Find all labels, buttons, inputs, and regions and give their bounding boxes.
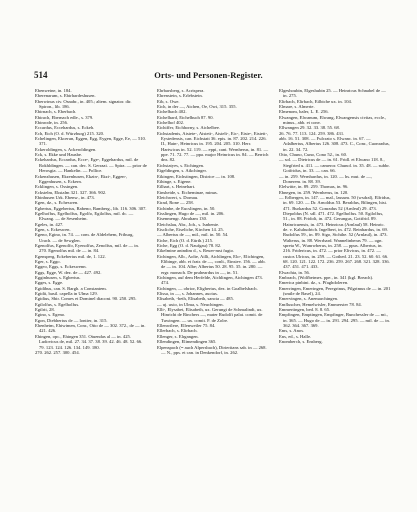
index-entry: Emervingen, s. Anemarchingen. <box>279 296 339 302</box>
index-column-left <box>35 88 147 355</box>
index-entry: Ellwangen 29. 32. 33. 38. 55. 68. <box>279 125 340 131</box>
index-entry: Egen, dz., s. Echeswen. <box>35 200 79 206</box>
index-entry: Egidii, basil. capella in Ulma 129. <box>35 291 98 297</box>
index-entry: Eichingen, Alb., Aolte, Ailli, Aichlingen, Elo-, Elichingen, Elibinge, abb. et fratr. de —, conlt., Einsiev. 156. — abb. de — in. 104. Albe; Albertus 50. 28. 95. 35. in. 280. — ergr. monach. De pruheardus in —, in. 51. <box>157 253 266 275</box>
index-entry: Eger, s. Eggo. <box>35 259 61 264</box>
index-entry: Eckenzhusen, Ekzenhusen, Ekzin-, Ekzi-, Eggen-, Eggenhusen, s. Eckern. <box>35 173 128 184</box>
index-entry: Elelwitte, in. 89. 259. Thomas, in. 96. <box>279 184 349 190</box>
index-entry: Eck, s. Ekke und Hausbe. <box>35 152 83 158</box>
index-entry: Ems, s. Anos. <box>279 328 305 334</box>
index-entry: Eichingen, auf dem Herfelde, Aichlingen, Aichingen 473. 474. <box>157 275 263 286</box>
index-entry: Ehrenstein, s. Erlebstein. <box>157 93 203 99</box>
index-entry: Enomberch, s. Ensberg. <box>279 339 323 345</box>
index-entry: Elmare, s. Almerie. <box>279 104 315 110</box>
index-entry: Eichelhof 402. <box>157 120 185 126</box>
index-entry: 270. 262. 257. 300. 454. <box>35 349 80 355</box>
index-entry: Eichstatyes, s. Eichingen. <box>157 162 205 168</box>
index-entry: Eichingen, — obrior, Elighertus, dez. in Goalbelsbach. <box>157 285 258 291</box>
index-column-right <box>279 88 391 345</box>
index-entry: Eckstelm, Ekstalm 321. 327. 366. 902. <box>35 189 107 195</box>
index-entry: Elli-, Elysabet, Elisabeth, ux. Gerungi de Schmalindt, ux. Hinricht de Rinchers —, mater Rudolfi palat. comit. de Tuwingen. — ux. comit. F. de Zolre. <box>157 307 263 323</box>
index-entry: Ecklingen, s. Ossingen. <box>35 184 79 190</box>
index-entry: — sol. — Dietricus de — in. 61. Fridl. et Elwano 118. 8., Siegfried u. 411. — cameror. Chunol. in. 35. 48. — subbr. Gotfridus, in. 33. — can. 66. <box>279 157 390 174</box>
index-entry: Egidibus, can. S. Bargh. a Constantem. <box>35 285 107 291</box>
index-entry: — in. 259. Wernhardus, in. 120. — hs. mut. de —, Donerem. in. 88. 39. <box>279 173 372 184</box>
index-entry: Eggeo, Eggs, s. Eckeswenn. <box>35 264 87 270</box>
index-entry: Eich, in der —, Aichen, Oe, Owi, 315. 355. <box>157 104 237 110</box>
index-entry: Egilrit, 28. <box>35 307 55 313</box>
index-entry: Elwachia, in. 56. <box>279 269 310 275</box>
index-entry: Eiche, Eich (O. d. Eürth.) 215. <box>157 237 214 243</box>
index-entry: Eiche, Egg (O. d. Naufgau) 78. 82. <box>157 242 222 248</box>
index-entry: Egon, Diebhertus de — lontier, in. 315. <box>35 317 108 323</box>
index-entry: Egen, s. Eckeswen. <box>35 226 71 232</box>
index-entry: Egbertus, Eggebertus, Rabeno, Bamberg., lib. 116. 306. 307. <box>35 205 147 211</box>
index-entry: Eirad, Rone — 258. <box>157 200 194 206</box>
index-entry: — Erlbergen, in. 147. — mal., lassum. 50 (wsdral), Elfridus, in. 69. 120. — Dr. Arnoldus 53. Beraldus, Bilingen, hist. 471. Burkardus 52. Conradus 52 (Arnleal) 29. 473. Diepoldus (N. sdl. 471. 472. Egelholfus. 50. Egilolfus, 51., in. 88. Fridolt, in. 472. Gerungus, Gottfrid. 89. Hainricuensis, in. 473. Heinricus (Arnlaul) 58. Heinric. de. v. Kaluhudrich. Ingelbert, in. 472. Reinhardus, in. 69. Rudolfus 59., in. 89. Sigo, Sichthe. 52 (Arnlaul), in. 473. Walterus, in. 88. Werrhard. Wannelinberas 79. — ogn. spreta W., Wunrwberus, in. 258. — ppus. Albertus, in. 216. Fridericus, in. 472. — prior Elivicus, in. 472. — custos Ulricus, in. 259. — Gothed. 21. 23. 52. 60. 61. 66. 68. 120. 121. 122. 172. 236. 259. 267. 268. 321. 328. 336. 437. 451. 471. 433. <box>279 194 391 270</box>
index-entry: Egginhusen, s. Egbertus. <box>35 275 81 281</box>
index-entry: Eichelhard, Eichelbuch 87. 90. <box>157 114 214 120</box>
index-entry: Emfluscher, Hemelwisler, Emmerster 78. 84. <box>279 301 362 307</box>
index-entry: Elwangen, Elwanum, Elwang, Elwangensis civitas, eccle., minus., abb. et conv. <box>279 114 387 126</box>
index-entry: Egeno, Egino, in. 74. — com. de Aldelehem, Friburg, Urach. — de Sewglen. <box>35 232 134 243</box>
index-entry: Ebinhusen Urk. Ebenw., in. 473. <box>35 194 95 200</box>
index-entry: Ebirach, Ebernach edle., s. 379. <box>35 114 94 120</box>
index-entry: Eihinge, s. Eigene. <box>157 178 192 184</box>
index-entry: Eiscliche, Eiseliche, Kirchen 14. 25. <box>157 226 224 232</box>
index-entry: Elmenom, baler, L. E. 256. <box>279 109 329 115</box>
index-entry: Ellendingen, Elimendingen 365. <box>157 339 217 345</box>
index-entry: Empfingen, Emptingen, Empfinger, Bunchessler de — mi., in. 365. — Hugo de — in. 291. 294. 295. — mil. de — in. 362. 364. 367. 369. <box>279 312 390 329</box>
index-entry: Emerringen, Emeringen, Peregrinus, Pilgrimus de — in. 201 (smile de Basel), 24. <box>279 285 391 297</box>
index-entry: Eberenarum, s. Ebirhardeshusen. <box>35 93 96 99</box>
index-entry: Egges, s. Egge. <box>35 280 64 286</box>
index-entry: Eckeroldingen, s. Ackeroldingen. <box>35 146 97 152</box>
index-entry: — uj. uxio, in Ulma, s. Neuchingen. <box>157 301 224 307</box>
index-entry: 26. 76. 77. 113. 124. 259. 386. 431. <box>279 130 345 136</box>
index-entry: Eccardus, Eccehardus, s. Eckeh. <box>35 125 95 131</box>
index-entry: Eichinbe, de Eucslingen, in. 50. <box>157 205 216 211</box>
index-entry: Eisenmengr. Abraham 130. <box>157 216 208 222</box>
index-entry: — Albertus de —, mil., mil. in. 50. 54. <box>157 232 229 238</box>
index-entry: Echelingen, Ekcerun, Eggen, Egg, Eygen, Egge, Ee, — 510. 371. <box>35 136 146 147</box>
index-entry: Eleichwert, s. Dornau. <box>157 194 199 200</box>
index-entry: Eberwinus civ. Osnabr., in. 405.; altem. signator. dir. Spiron., lib. 186. <box>35 98 132 110</box>
index-entry: Egenolfus, Egenolfo, Eyenolfus, Zenolfus, mil. de — in. 270. Egenolfus mil. de — in. 84. <box>35 242 139 254</box>
page-header <box>34 70 383 82</box>
index-entry: Eilhart, s. Heinehart. <box>157 184 196 190</box>
index-column-middle <box>157 88 269 355</box>
index-entry: Egeles, in. 427. <box>35 221 64 227</box>
index-entry: Embrach, (Wolfbeimes. ppe., in. 341 (kgl. Breach). <box>279 275 374 281</box>
index-entry: Ebenweine, in. 184. <box>35 88 72 93</box>
index-entry: Eib, s. Owe. <box>157 98 180 104</box>
index-entry: Ech, Eich (O. d. Würzburg) 215. 320. <box>35 130 105 136</box>
index-entry: Eleichslau, Abr., Joh., s. Isnbenie. <box>157 221 220 227</box>
index-entry: Elpenspach (= auch Alpersbach), Dirieritans sab. in — 268. — N., pps. et can. in Denkendorf, in. 262. <box>157 344 267 355</box>
index-entry: Eigeldingen, s. Aikchinger. <box>157 168 207 174</box>
index-entry: Einsheide, s. Eicheminae, minus. <box>157 189 218 195</box>
index-entry: Egelhoffus, Egelholfus, Egolfo, Egilolfus, mil. dc. — Elwang. — de Sesenheim. <box>35 210 134 222</box>
index-entry: Ellenwilere, Ellenweiler 75. 84. <box>157 323 216 329</box>
index-entry: Eikingen, Eichstingen, Districe — in. 108. <box>157 173 236 179</box>
index-entry: Ehingen, opc., Ehingen 351. Otuendas al — in. 425. Ludovicus de, mil. 27. 34. 37. 38. 39. 42. 46. 48. 52. 66. 79. 123. 124. 126. 134. 149. 180. <box>35 333 143 350</box>
index-entry: Ellerbach, s. Elirbach. <box>157 328 198 334</box>
index-entry: Egensperg, Eckebertus mil. de, 1. 122. <box>35 253 106 259</box>
index-entry: Ebinrode, in. 256. <box>35 120 69 126</box>
index-entry: Eikelmine anindim d., s. Reuer-mst fugto. <box>157 248 235 254</box>
index-entry: Emerica pinbini. dz., s. Pfaghdoleren. <box>279 280 349 286</box>
index-entry: Eggs, Egge, W. dez. de — 427. 492. <box>35 269 102 275</box>
index-entry: Eisslingen, Hugo de —, mil. in. 206. <box>157 210 225 216</box>
page-title: Orts- und Personen-Register. <box>154 70 263 80</box>
index-entry: Eckehardus, Eccardus, Ecce-, Ege-, Eggehardus, mil. de Rokhldingen. — can. dec. S. Gerraai. — Spira. — prior de Herosgia. — Hankelin. — Pollice. <box>35 157 147 174</box>
index-entry: Eichiffer, Eichhorny, s. Aichelbee. <box>157 125 221 131</box>
index-entry: Elgeshoubin, Elgeshubin 25. — Heinricus Schnabel de — in. 275. <box>279 88 386 99</box>
index-entry: Otto, Chuno, Cuno, Cono 52., in. 60. <box>279 152 348 158</box>
index-entry: Egilolfus, s. Egelholfus. <box>35 301 80 307</box>
index-entry: Elissa, in —, s. Johannes, auctus. <box>157 291 218 297</box>
page-number: 514 <box>34 70 48 80</box>
index-entry: Eichstadenis, Aistete-, Aistett-, Aistelt-, Eic-, Eiste-, Eistett-, Eystedensis, can. Eichstatt 36. epis. in. 87. 202. 214. 226. II., Hain-, Heinricus in. 195. 204. 205. 310. Herr. Hartwicus in. 52. 119. — eppi, cant. Wernherus, in. 81. — ppe. 71. 72. 77. — ppa. major Heinricus in. 84. — Berrich dns. 82. <box>157 130 269 163</box>
index-entry: Ehenheim, Ehiwimen, Conr., Otto de — 302. 372., de — in. 421. 426. <box>35 323 146 334</box>
index-entry: Ehrbarsberg, s. Acrispera. <box>157 88 205 93</box>
index-entry: Ens, ed., s. Halle. <box>279 333 312 339</box>
index-entry: Emmertingen, bed. 8. 8. 65. <box>279 307 331 313</box>
index-entry: Eichelbach 402. <box>157 109 187 115</box>
index-entry: Egidius, Sbir. Comes et Dominel diaconi. 90. 250. 295. <box>35 296 137 302</box>
index-entry: Ebnegen, in. 259. Wernherus, in. 120. <box>279 189 349 195</box>
index-entry: abb. 16. 51. 308. — Fulcrato s. Elwanc. in. 67. — Adalbertus, Albertus 126. 308. 473. C., Conr., Cuonradus, in. 22. 34. 72. <box>279 136 390 152</box>
index-entry: Elirbach, Elirbach, Eilbiche ux. in. 104. <box>279 98 352 104</box>
index-entry: Ellenger, s. Elrgangen. <box>157 333 199 339</box>
index-entry: Egino, s. Egeno. <box>35 312 66 318</box>
index-entry: Elisabeth, -beth, Elisabeth, sancta — 485. <box>157 296 234 302</box>
index-entry: Ebirnach, s. Eberbach. <box>35 109 77 115</box>
